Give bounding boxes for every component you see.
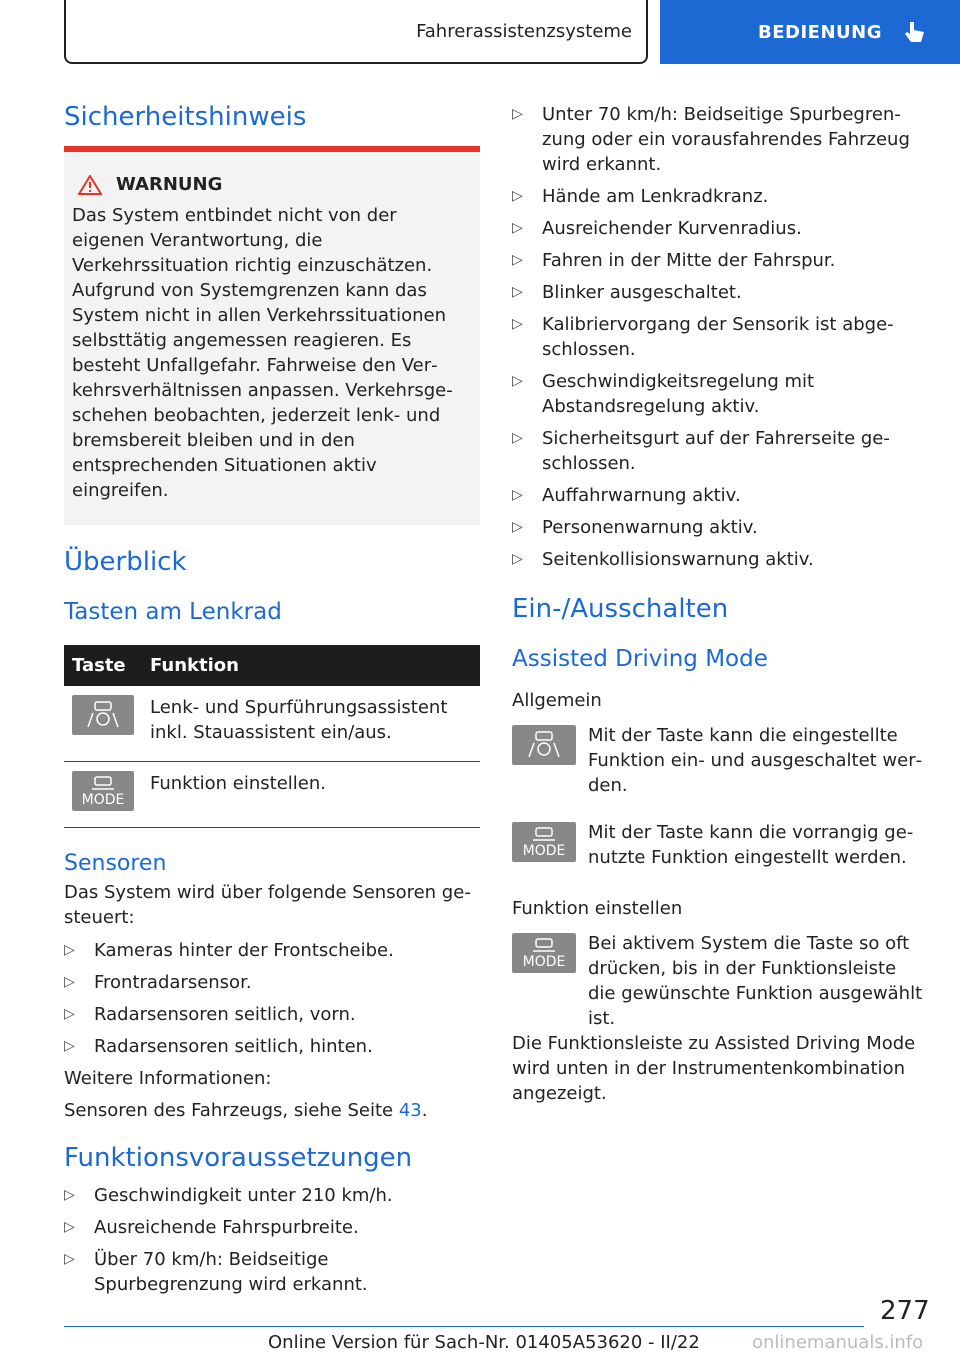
sensors-intro: Das System wird über folgende Sensoren gesteuert: [64, 882, 471, 928]
requirements-list-continued [512, 102, 924, 572]
mode-key-label: MODE [81, 792, 125, 808]
list-item: ▷ Frontradarsensor. [64, 970, 480, 995]
list-item: ▷ Radarsensoren seitlich, hinten. [64, 1034, 480, 1059]
mode-key-label: MODE [522, 954, 566, 970]
list-item: ▷ Geschwindigkeitsregelung mit Abstandsregelung aktiv. [512, 369, 924, 419]
set-function-text: Die Funktionsleiste zu Assisted Driving Mode wird unten in der Instrumentenkombination angezeigt. [512, 1033, 916, 1104]
mode-heading: Assisted Driving Mode [512, 646, 768, 672]
header-section-tab [64, 0, 648, 64]
right-column [512, 102, 924, 1106]
footer-divider [64, 1326, 864, 1327]
list-item: ▷ Fahren in der Mitte der Fahrspur. [512, 248, 924, 273]
general-heading: Allgemein [512, 690, 602, 711]
general-item-lane-assist [512, 723, 924, 798]
set-function-heading: Funktion einstellen [512, 898, 683, 919]
requirements-list [64, 1183, 480, 1297]
lane-assist-button-icon [512, 725, 576, 765]
list-item: ▷ Ausreichende Fahrspurbreite. [64, 1215, 480, 1240]
more-info-label: Weitere Informationen: [64, 1068, 272, 1089]
header-chapter-tab [660, 0, 960, 64]
header-section-title: Fahrerassistenzsysteme [416, 20, 632, 42]
sensors-heading: Sensoren [64, 851, 167, 876]
left-column [64, 100, 480, 1304]
table-row [64, 686, 480, 762]
table-cell-function: Lenk- und Spurführungsassistent inkl. Stauassistent ein/aus. [142, 686, 480, 762]
buttons-table [64, 645, 480, 828]
page-link-43[interactable]: 43 [398, 1100, 422, 1121]
lane-assist-button-icon [72, 695, 134, 735]
list-item: ▷ Unter 70 km/h: Beidseitige Spurbegrenzung oder ein vorausfahrendes Fahrzeug wird erkannt. [512, 102, 924, 177]
warning-label: WARNUNG [116, 174, 223, 195]
watermark: onlinemanuals.info [752, 1332, 924, 1353]
mode-button-icon [72, 771, 134, 811]
set-function-item-text: Bei aktivem System die Taste so oft drücken, bis in der Funktionsleiste die gewünschte Funktion ausgewählt ist. [588, 933, 923, 1029]
requirements-heading: Funktionsvoraussetzungen [64, 1143, 413, 1173]
overview-heading: Überblick [64, 547, 187, 577]
general-item-text: Mit der Taste kann die vorrangig genutzte Funktion eingestellt werden. [588, 822, 914, 868]
list-item: ▷ Kameras hinter der Frontscheibe. [64, 938, 480, 963]
header-chapter-title: BEDIENUNG [758, 21, 882, 43]
table-header-function: Funktion [142, 645, 480, 686]
sensor-reference: Sensoren des Fahrzeugs, siehe Seite 43. [64, 1100, 428, 1121]
list-item: ▷ Ausreichender Kurvenradius. [512, 216, 924, 241]
table-header-key: Taste [64, 645, 142, 686]
list-item: ▷ Sicherheitsgurt auf der Fahrerseite geschlossen. [512, 426, 924, 476]
list-item: ▷ Auffahrwarnung aktiv. [512, 483, 924, 508]
page-number: 277 [880, 1296, 930, 1326]
onoff-heading: Ein-/Ausschalten [512, 594, 729, 624]
list-item: ▷ Über 70 km/h: Beidseitige Spurbegrenzung wird erkannt. [64, 1247, 480, 1297]
list-item: ▷ Radarsensoren seitlich, vorn. [64, 1002, 480, 1027]
table-row [64, 762, 480, 828]
list-item: ▷ Blinker ausgeschaltet. [512, 280, 924, 305]
general-item-mode [512, 820, 924, 870]
set-function-item [512, 931, 924, 1031]
warning-box [64, 146, 480, 525]
mode-button-icon [512, 822, 576, 862]
list-item: ▷ Kalibriervorgang der Sensorik ist abgeschlossen. [512, 312, 924, 362]
footer-online-version: Online Version für Sach-Nr. 01405A53620 - II/22 [268, 1332, 700, 1353]
pointing-hand-icon [904, 20, 926, 44]
general-item-text: Mit der Taste kann die eingestellte Funktion ein- und ausgeschaltet werden. [588, 725, 923, 796]
warning-text: Das System entbindet nicht von der eigenen Verantwortung, die Verkehrssituation richtig einzuschätzen. Aufgrund von Systemgrenzen kann das System nicht in allen Verkehrssituationen selbsttätig angemessen reagieren. Es besteht Unfallgefahr. Fahrweise den Verkehrsverhältnissen anpassen. Verkehrsgeschehen beobachten, jederzeit lenk- und bremsbereit bleiben und in den entsprechenden Situationen aktiv eingreifen. [72, 205, 453, 501]
list-item: ▷ Personenwarnung aktiv. [512, 515, 924, 540]
list-item: ▷ Hände am Lenkradkranz. [512, 184, 924, 209]
list-item: ▷ Geschwindigkeit unter 210 km/h. [64, 1183, 480, 1208]
safety-heading: Sicherheitshinweis [64, 102, 307, 132]
buttons-heading: Tasten am Lenkrad [64, 599, 282, 625]
warning-title [72, 172, 472, 197]
mode-button-icon [512, 933, 576, 973]
table-cell-function: Funktion einstellen. [142, 762, 480, 828]
list-item: ▷ Seitenkollisionswarnung aktiv. [512, 547, 924, 572]
mode-key-label: MODE [522, 843, 566, 859]
warning-triangle-icon [78, 175, 102, 195]
sensors-list [64, 938, 480, 1059]
